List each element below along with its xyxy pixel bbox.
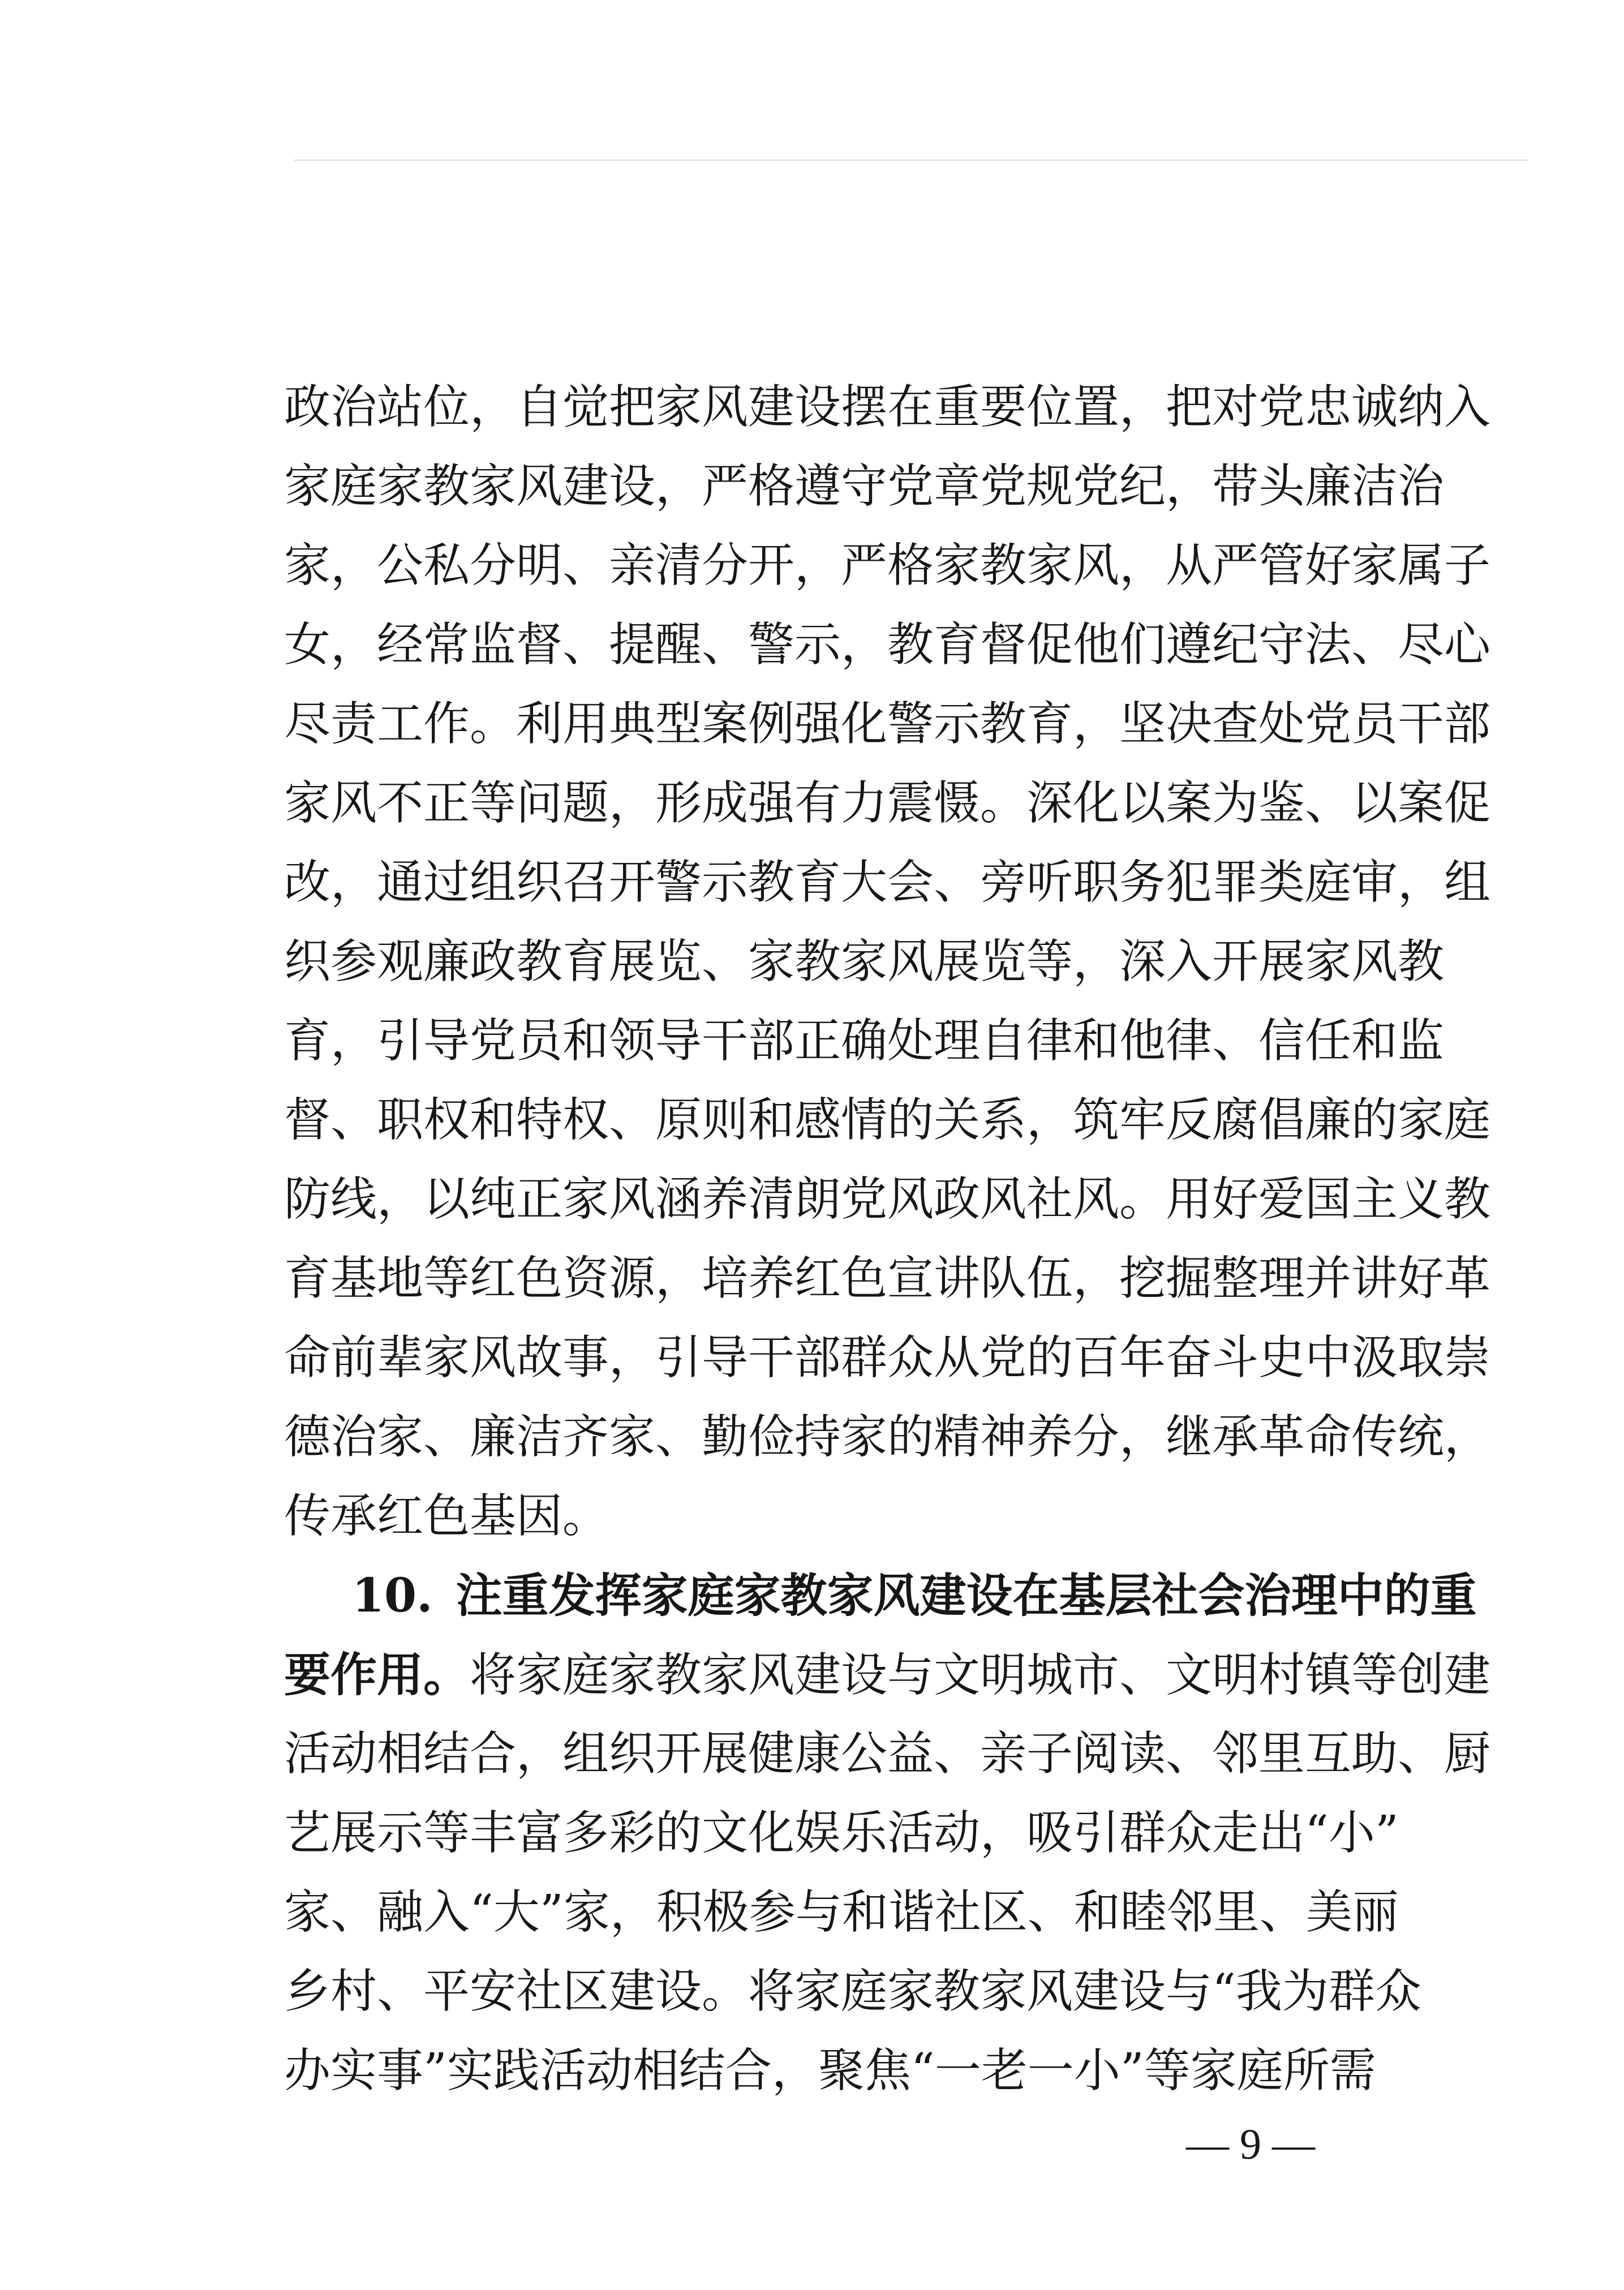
section-heading-continued: 要作用。 bbox=[284, 1648, 470, 1702]
body-line: 督、职权和特权、原则和感情的关系，筑牢反腐倡廉的家庭 bbox=[284, 1093, 1491, 1147]
body-line: 防线，以纯正家风涵养清朗党风政风社风。用好爱国主义教 bbox=[284, 1172, 1491, 1226]
body-line: 家风不正等问题，形成强有力震慑。深化以案为鉴、以案促 bbox=[284, 776, 1491, 830]
body-line: 家、融入“大”家，积极参与和谐社区、和睦邻里、美丽 bbox=[284, 1885, 1399, 1939]
body-line: 育基地等红色资源，培养红色宣讲队伍，挖掘整理并讲好革 bbox=[284, 1252, 1491, 1305]
body-line: 家庭家教家风建设，严格遵守党章党规党纪，带头廉洁治 bbox=[284, 459, 1445, 513]
body-line: 艺展示等丰富多彩的文化娱乐活动，吸引群众走出“小” bbox=[284, 1806, 1399, 1860]
body-line bbox=[284, 1635, 1491, 1715]
page-number: — 9 — bbox=[1186, 2121, 1315, 2168]
section-number: 10. bbox=[352, 1569, 433, 1623]
body-line: 活动相结合，组织开展健康公益、亲子阅读、邻里互助、厨 bbox=[284, 1727, 1491, 1781]
section-heading-line bbox=[352, 1556, 1477, 1635]
body-line: 尽责工作。利用典型案例强化警示教育，坚决查处党员干部 bbox=[284, 697, 1491, 751]
body-text: 将家庭家教家风建设与文明城市、文明村镇等创建 bbox=[470, 1648, 1491, 1702]
body-line: 命前辈家风故事，引导干部群众从党的百年奋斗史中汲取崇 bbox=[284, 1331, 1491, 1385]
body-line: 织参观廉政教育展览、家教家风展览等，深入开展家风教 bbox=[284, 935, 1445, 989]
body-line: 改，通过组织召开警示教育大会、旁听职务犯罪类庭审，组 bbox=[284, 856, 1491, 909]
header-rule bbox=[294, 160, 1528, 161]
body-line: 德治家、廉洁齐家、勤俭持家的精神养分，继承革命传统， bbox=[284, 1410, 1491, 1464]
body-line: 育，引导党员和领导干部正确处理自律和他律、信任和监 bbox=[284, 1014, 1445, 1068]
body-line: 政治站位，自觉把家风建设摆在重要位置，把对党忠诚纳入 bbox=[284, 380, 1491, 434]
body-line: 家，公私分明、亲清分开，严格家教家风，从严管好家属子 bbox=[284, 539, 1491, 592]
section-heading: 注重发挥家庭家教家风建设在基层社会治理中的重 bbox=[456, 1569, 1477, 1623]
body-line: 女，经常监督、提醒、警示，教育督促他们遵纪守法、尽心 bbox=[284, 618, 1491, 672]
body-line: 办实事”实践活动相结合，聚焦“一老一小”等家庭所需 bbox=[284, 2044, 1376, 2098]
body-line-last: 传承红色基因。 bbox=[284, 1489, 609, 1543]
body-line: 乡村、平安社区建设。将家庭家教家风建设与“我为群众 bbox=[284, 1965, 1421, 2018]
